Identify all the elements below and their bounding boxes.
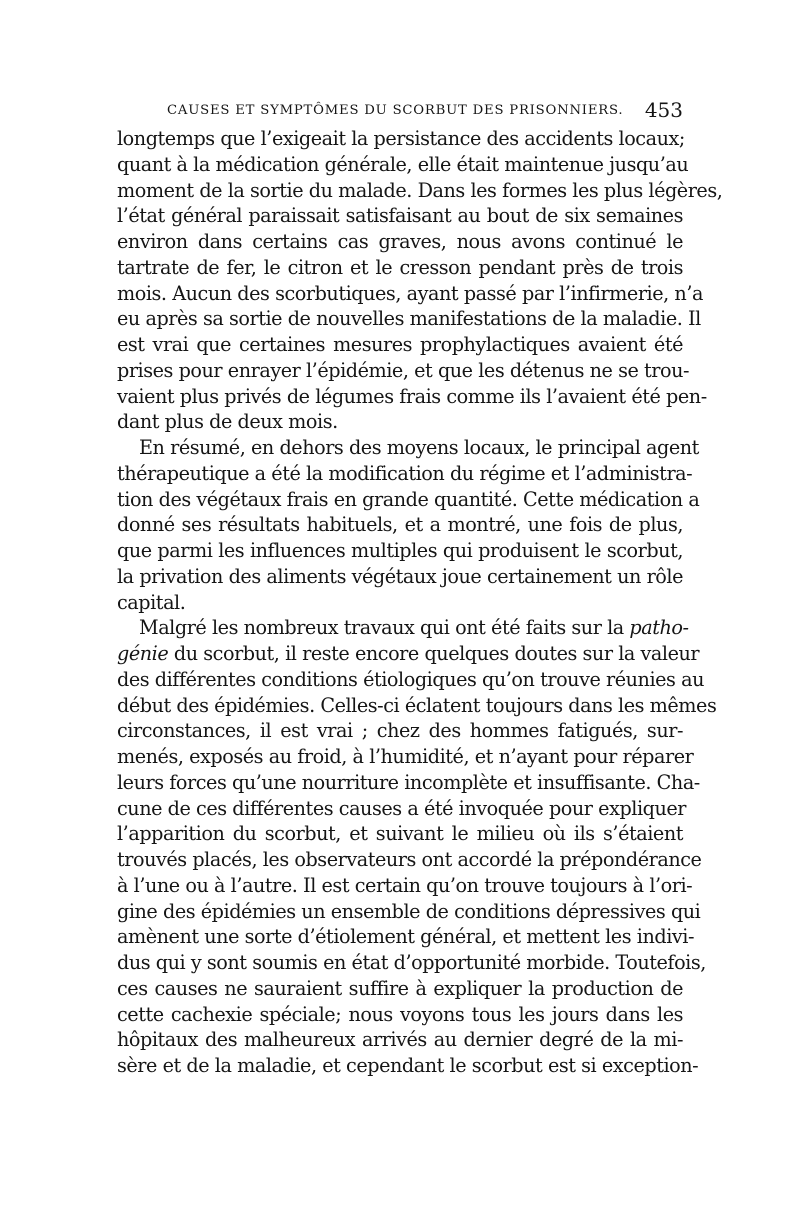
text-segment: tion des végétaux frais en grande quantité. Cette médication a [117, 487, 700, 511]
text-segment: que parmi les influences multiples qui produisent le scorbut, [117, 539, 683, 562]
italic-text-segment: patho- [629, 616, 689, 640]
text-line [117, 744, 694, 770]
text-line [117, 487, 700, 513]
text-segment: quant à la médication générale, elle était maintenue jusqu’au [117, 152, 689, 176]
text-line [117, 641, 700, 667]
text-segment: la privation des aliments végétaux joue certainement un rôle [117, 564, 683, 588]
text-line [117, 770, 700, 796]
text-line [117, 306, 701, 332]
text-line [117, 976, 683, 1002]
text-segment: Malgré les nombreux travaux qui ont été faits sur la [139, 616, 630, 640]
text-segment: leurs forces qu’une nourriture incomplète et insuffisante. Cha- [117, 770, 700, 794]
text-line [117, 1053, 699, 1079]
text-line [117, 229, 683, 255]
text-segment: dus qui y sont soumis en état d’opportunité morbide. Toutefois, [117, 951, 706, 974]
text-line [117, 796, 687, 822]
text-line [117, 590, 683, 616]
text-segment: capital. [117, 590, 186, 614]
text-segment: environ dans certains cas graves, nous avons continué le [117, 230, 683, 253]
text-line [117, 693, 717, 719]
text-segment: menés, exposés au froid, à l’humidité, et n’ayant pour réparer [117, 745, 694, 768]
text-line [117, 409, 683, 435]
text-segment: l’apparition du scorbut, et suivant le milieu où ils s’étaient [117, 822, 683, 846]
text-line [117, 1027, 683, 1053]
text-segment: mois. Aucun des scorbutiques, ayant passé par l’infirmerie, n’a [117, 281, 703, 305]
text-segment: des différentes conditions étiologiques qu’on trouve réunies au [117, 667, 704, 691]
italic-text-segment: génie [117, 642, 169, 665]
text-line [117, 950, 706, 976]
text-line [117, 358, 690, 384]
text-segment: amènent une sorte d’étiolement général, et mettent les indivi- [117, 925, 694, 949]
text-segment: cette cachexie spéciale; nous voyons tous les jours dans les [117, 1002, 683, 1026]
text-line [117, 435, 699, 461]
text-line [117, 152, 689, 178]
text-segment: début des épidémies. Celles-ci éclatent toujours dans les mêmes [117, 693, 717, 717]
text-segment: moment de la sortie du malade. Dans les formes les plus légères, [117, 178, 723, 202]
text-segment: sère et de la maladie, et cependant le scorbut est si exception- [117, 1054, 699, 1077]
text-segment: du scorbut, il reste encore quelques doutes sur la valeur [168, 642, 700, 665]
text-line [117, 899, 701, 925]
text-line [117, 873, 693, 899]
text-segment: prises pour enrayer l’épidémie, et que les détenus ne se trou- [117, 358, 690, 382]
text-segment: circonstances, il est vrai ; chez des hommes fatigués, sur- [117, 719, 683, 743]
text-segment: donné ses résultats habituels, et a montré, une fois de plus, [117, 513, 683, 537]
text-segment: dant plus de deux mois. [117, 410, 338, 434]
text-line [117, 615, 689, 641]
text-segment: tartrate de fer, le citron et le cresson pendant près de trois [117, 255, 683, 279]
text-segment: thérapeutique a été la modification du régime et l’administra- [117, 461, 693, 485]
text-line [117, 281, 703, 307]
text-segment: eu après sa sortie de nouvelles manifestations de la maladie. Il [117, 307, 701, 331]
text-segment: gine des épidémies un ensemble de conditions dépressives qui [117, 899, 701, 923]
text-segment: trouvés placés, les observateurs ont accordé la prépondérance [117, 848, 702, 871]
running-head [117, 98, 683, 124]
text-segment: est vrai que certaines mesures prophylactiques avaient été [117, 333, 683, 356]
text-line [117, 538, 683, 564]
text-line [117, 564, 683, 590]
text-line [117, 384, 707, 410]
text-line [117, 203, 683, 229]
text-line [117, 255, 683, 281]
text-line [117, 512, 683, 538]
text-segment: En résumé, en dehors des moyens locaux, le principal agent [139, 436, 699, 459]
body-text [117, 126, 723, 1146]
text-segment: l’état général paraissait satisfaisant au bout de six semaines [117, 204, 683, 228]
text-line [117, 1002, 683, 1028]
text-segment: à l’une ou à l’autre. Il est certain qu’on trouve toujours à l’ori- [117, 873, 693, 897]
text-line [117, 178, 723, 204]
text-segment: hôpitaux des malheureux arrivés au dernier degré de la mi- [117, 1028, 683, 1052]
page-number: 453 [644, 98, 683, 122]
text-line [117, 924, 694, 950]
text-line [117, 847, 702, 873]
text-line [117, 667, 704, 693]
text-line [117, 718, 683, 744]
running-title: CAUSES ET SYMPTÔMES DU SCORBUT DES PRISONNIERS. [167, 103, 624, 118]
text-segment: ces causes ne sauraient suffire à expliquer la production de [117, 976, 683, 1000]
text-segment: longtemps que l’exigeait la persistance des accidents locaux; [117, 127, 685, 150]
text-line [117, 126, 683, 152]
text-line [117, 461, 693, 487]
text-line [117, 332, 683, 358]
text-segment: cune de ces différentes causes a été invoquée pour expliquer [117, 796, 687, 820]
text-line [117, 821, 683, 847]
text-segment: vaient plus privés de légumes frais comme ils l’avaient été pen- [117, 384, 707, 408]
